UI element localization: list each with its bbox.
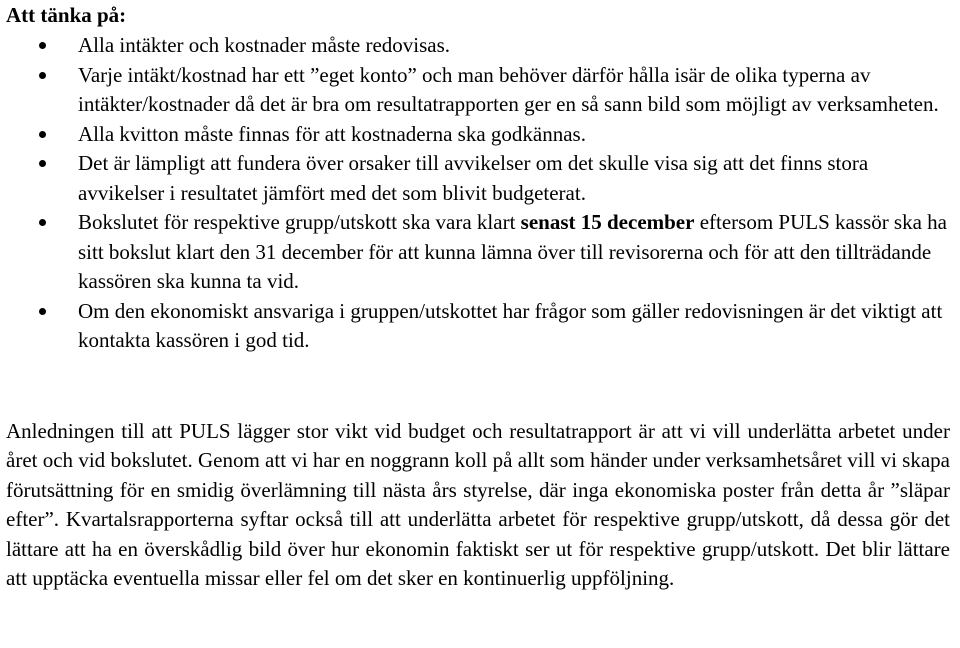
body-paragraph: Anledningen till att PULS lägger stor vikt vid budget och resultatrapport är att vi vill underlätta arbetet under året och vid bokslutet. Genom att vi har en noggrann koll på allt som händer under verksamhetsåret vill vi skapa förutsättning för en smidig överlämning till nästa års styrelse, där inga ekonomiska poster från detta år ”släpar efter”. Kvartalsrapporterna syftar också till att underlätta arbetet för respektive grupp/utskott, då dessa gör det lättare att ha en överskådlig bild över hur ekonomin faktiskt ser ut för respektive grupp/utskott. Det blir lättare att upptäcka eventuella missar eller fel om det sker en kontinuerlig uppföljning. — [6, 418, 950, 590]
bullet-icon — [39, 160, 46, 167]
bullet-text-before: Bokslutet för respektive grupp/utskott ska vara klart — [78, 210, 521, 234]
bullet-text: Det är lämpligt att fundera över orsaker till avvikelser om det skulle visa sig att det finns stora avvikelser i resultatet jämfört med det som blivit budgeterat. — [78, 151, 869, 205]
bullet-item — [6, 208, 952, 297]
bullet-icon — [39, 72, 46, 79]
bullet-item — [6, 61, 952, 120]
bullet-icon — [39, 308, 46, 315]
bullet-icon — [39, 42, 46, 49]
bullet-icon — [39, 131, 46, 138]
bullet-item — [6, 31, 952, 61]
bullet-list — [6, 31, 952, 356]
bullet-icon — [39, 219, 46, 226]
bullet-item — [6, 149, 952, 208]
bullet-item — [6, 120, 952, 150]
bullet-text: Alla intäkter och kostnader måste redovisas. — [78, 33, 451, 57]
bullet-item — [6, 297, 952, 356]
bullet-text: Alla kvitton måste finnas för att kostnaderna ska godkännas. — [78, 121, 586, 146]
deadline-emphasis: senast 15 december — [520, 210, 695, 234]
section-heading: Att tänka på: — [6, 3, 127, 27]
bullet-text-after: eftersom PULS kassör ska ha sitt bokslut klart den 31 december för att kunna lämna över till revisorerna och för att den tillträdande kassören ska kunna ta vid. — [78, 210, 947, 293]
bullet-text: Om den ekonomiskt ansvariga i gruppen/utskottet har frågor som gäller redovisningen är det viktigt att kontakta kassören i god tid. — [78, 298, 943, 352]
bullet-text: Varje intäkt/kostnad har ett ”eget konto” och man behöver därför hålla isär de olika typerna av intäkter/kostnader då det är bra om resultatrapporten ger en så sann bild som möjligt av verksamheten. — [78, 62, 939, 116]
